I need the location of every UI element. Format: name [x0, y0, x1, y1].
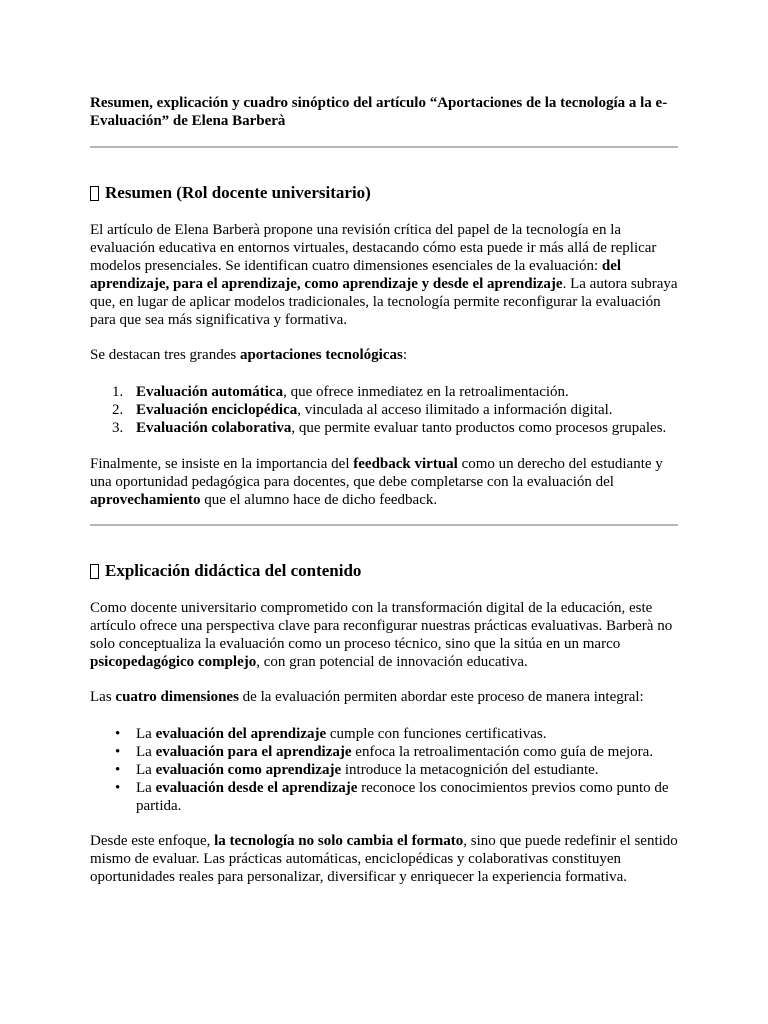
- bold-text-run: evaluación desde el aprendizaje: [155, 780, 358, 796]
- bullet-marker: •: [115, 762, 121, 778]
- section-heading-resumen: [90, 183, 371, 203]
- placeholder-glyph-icon: [90, 564, 99, 579]
- text-run: , sino que puede redefinir el sentido mismo de evaluar. Las prácticas automáticas, enciclopédicas y colaborativas constituyen oportunidades reales para personalizar, diversificar y enriquecer la experiencia formativa.: [90, 833, 678, 885]
- document-title: Resumen, explicación y cuadro sinóptico del artículo “Aportaciones de la tecnología a la e-Evaluación” de Elena Barberà: [90, 95, 668, 129]
- bold-text-run: la tecnología no solo cambia el formato: [214, 833, 464, 849]
- list-marker: 2.: [112, 402, 124, 418]
- bold-text-run: feedback virtual: [353, 456, 458, 472]
- bold-text-run: Evaluación enciclopédica: [136, 402, 298, 418]
- text-run: enfoca la retroalimentación como guía de mejora.: [351, 744, 654, 760]
- text-run: , con gran potencial de innovación educativa.: [256, 654, 528, 670]
- list-marker: 3.: [112, 420, 124, 436]
- text-run: Como docente universitario comprometido con la transformación digital de la educación, este artículo ofrece una perspectiva clave para reconfigurar nuestras prácticas evaluativas. Barberà no solo conceptualiza la evaluación como un proceso técnico, sino que la sitúa en un marco: [90, 600, 673, 652]
- bold-text-run: aportaciones tecnológicas: [239, 347, 403, 363]
- bold-text-run: cuatro dimensiones: [115, 689, 239, 705]
- section-heading-label: Explicación didáctica del contenido: [105, 561, 362, 580]
- text-run: reconoce los conocimientos previos como punto de partida.: [136, 780, 669, 814]
- bullet-marker: •: [115, 744, 121, 760]
- text-run: Desde este enfoque,: [90, 833, 215, 849]
- text-run: La: [136, 726, 156, 742]
- placeholder-glyph-icon: [90, 186, 99, 201]
- text-run: , que ofrece inmediatez en la retroalimentación.: [283, 384, 569, 400]
- list-item: [90, 401, 678, 419]
- bold-text-run: Evaluación colaborativa: [136, 420, 292, 436]
- list-item: [90, 779, 678, 815]
- divider: [90, 524, 678, 526]
- text-run: :: [402, 347, 408, 363]
- paragraph-resumen-intro: [90, 221, 678, 329]
- numbered-list-aportaciones: [90, 383, 678, 437]
- bullet-marker: •: [115, 780, 121, 796]
- paragraph-enfoque: [90, 832, 678, 886]
- bold-text-run: evaluación como aprendizaje: [155, 762, 342, 778]
- text-run: La: [136, 780, 156, 796]
- paragraph-explicacion-intro: [90, 599, 678, 671]
- text-run: La: [136, 762, 156, 778]
- section-heading-label: Resumen (Rol docente universitario): [105, 183, 371, 202]
- bold-text-run: evaluación del aprendizaje: [155, 726, 327, 742]
- text-run: Las: [90, 689, 116, 705]
- text-run: El artículo de Elena Barberà propone una revisión crítica del papel de la tecnología en la evaluación educativa en entornos virtuales, destacando cómo esta puede ir más allá de replicar modelos presenciales. Se identifican cuatro dimensiones esenciales de la evaluación:: [90, 222, 657, 274]
- text-run: que el alumno hace de dicho feedback.: [200, 492, 438, 508]
- bold-text-run: psicopedagógico complejo: [90, 654, 257, 670]
- list-marker: 1.: [112, 384, 124, 400]
- text-run: , que permite evaluar tanto productos como procesos grupales.: [291, 420, 667, 436]
- list-item: [90, 761, 678, 779]
- list-item: [90, 725, 678, 743]
- bold-text-run: aprovechamiento: [90, 492, 201, 508]
- section-heading-explicacion: [90, 561, 361, 581]
- text-run: , vinculada al acceso ilimitado a información digital.: [297, 402, 613, 418]
- list-item: [90, 743, 678, 761]
- bold-text-run: del aprendizaje, para el aprendizaje, como aprendizaje y desde el aprendizaje: [90, 258, 622, 292]
- text-run: de la evaluación permiten abordar este proceso de manera integral:: [238, 689, 644, 705]
- text-run: introduce la metacognición del estudiante.: [341, 762, 599, 778]
- divider: [90, 146, 678, 148]
- text-run: . La autora subraya que, en lugar de aplicar modelos tradicionales, la tecnología permite reconfigurar la evaluación para que sea más significativa y formativa.: [90, 276, 678, 328]
- text-run: cumple con funciones certificativas.: [326, 726, 547, 742]
- text-run: Finalmente, se insiste en la importancia del: [90, 456, 354, 472]
- bullet-marker: •: [115, 726, 121, 742]
- paragraph-aportaciones-intro: [90, 346, 678, 364]
- paragraph-dimensiones-intro: [90, 688, 678, 706]
- bold-text-run: evaluación para el aprendizaje: [155, 744, 352, 760]
- text-run: Se destacan tres grandes: [90, 347, 240, 363]
- list-item: [90, 419, 678, 437]
- paragraph-feedback: [90, 455, 678, 509]
- bold-text-run: Evaluación automática: [136, 384, 284, 400]
- text-run: La: [136, 744, 156, 760]
- bullet-list-dimensiones: [90, 725, 678, 815]
- list-item: [90, 383, 678, 401]
- text-run: como un derecho del estudiante y una oportunidad pedagógica para docentes, que debe completarse con la evaluación del: [90, 456, 663, 490]
